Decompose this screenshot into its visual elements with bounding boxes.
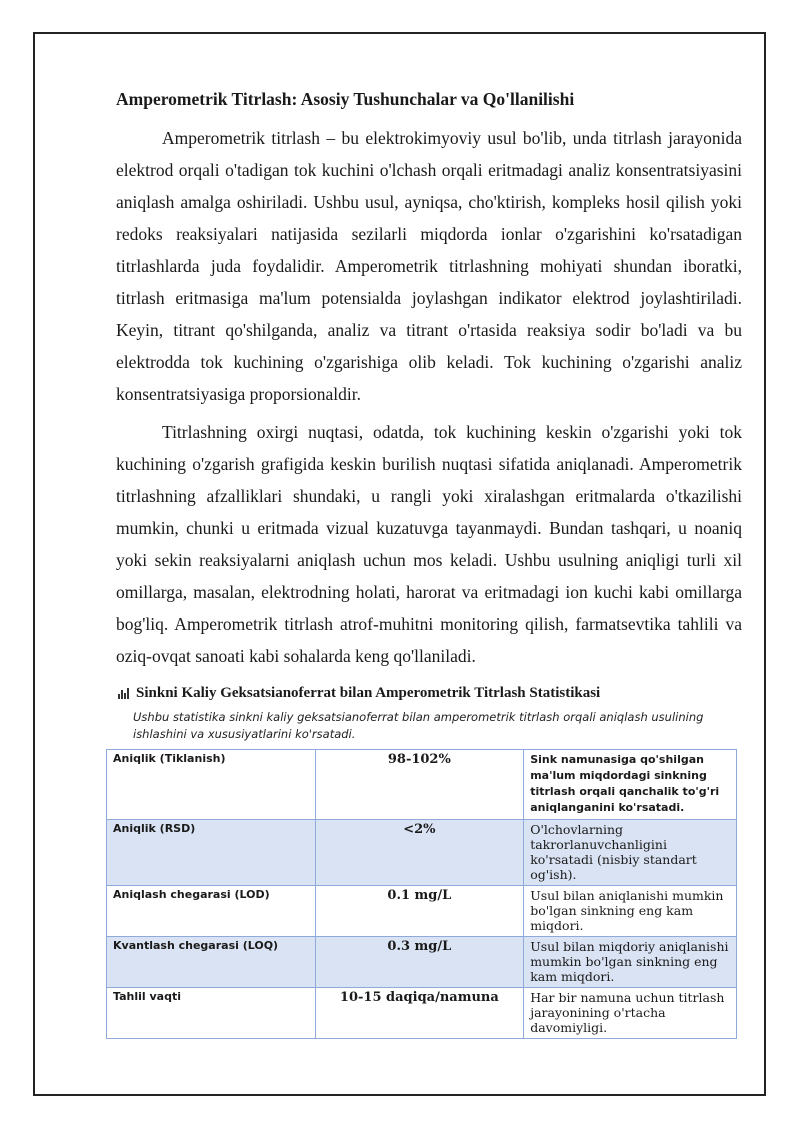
description-cell: O'lchovlarning takrorlanuvchanligini ko'rsatadi (nisbiy standart og'ish). [524, 820, 737, 886]
param-cell: Tahlil vaqti [107, 988, 316, 1039]
param-cell: Kvantlash chegarasi (LOQ) [107, 937, 316, 988]
table-row [107, 750, 737, 820]
table-row [107, 988, 737, 1039]
bar-chart-icon [118, 688, 130, 699]
document-body [113, 86, 742, 1039]
param-cell: Aniqlash chegarasi (LOD) [107, 886, 316, 937]
article-title: Amperometrik Titrlash: Asosiy Tushunchalar va Qo'llanilishi [116, 89, 575, 109]
description-cell: Usul bilan miqdoriy aniqlanishi mumkin bo'lgan sinkning eng kam miqdori. [524, 937, 737, 988]
statistics-table [106, 749, 737, 1039]
value-cell: 98-102% [315, 750, 524, 820]
value-cell: 0.3 mg/L [315, 937, 524, 988]
statistics-heading [118, 682, 742, 704]
table-row [107, 937, 737, 988]
param-cell: Aniqlik (RSD) [107, 820, 316, 886]
statistics-section [113, 682, 742, 1039]
statistics-subtitle: Ushbu statistika sinkni kaliy geksatsianoferrat bilan amperometrik titrlash orqali aniqlash usulining ishlashini va xususiyatlarini ko'rsatadi. [133, 710, 704, 741]
description-cell: Sink namunasiga qo'shilgan ma'lum miqdordagi sinkning titrlash orqali qanchalik to'g'ri aniqlanganini ko'rsatadi. [524, 750, 737, 820]
table-row [107, 820, 737, 886]
description-cell: Usul bilan aniqlanishi mumkin bo'lgan sinkning eng kam miqdori. [524, 886, 737, 937]
statistics-title: Sinkni Kaliy Geksatsianoferrat bilan Amperometrik Titrlash Statistikasi [136, 685, 601, 701]
value-cell: 0.1 mg/L [315, 886, 524, 937]
paragraph-1: Amperometrik titrlash – bu elektrokimyoviy usul bo'lib, unda titrlash jarayonida elektrod orqali o'tadigan tok kuchini o'lchash orqali eritmadagi analiz konsentratsiyasini aniqlash amalga oshiriladi. Ushbu usul, ayniqsa, cho'ktirish, kompleks hosil qilish yoki redoks reaksiyalari natijasida sezilarli miqdorda ionlar o'zgarishini ko'rsatadigan titrlashlarda juda foydalidir. Amperometrik titrlashning mohiyati shundan iboratki, titrlash eritmasiga ma'lum potensialda joylashgan indikator elektrod joylashtiriladi. Keyin, titrant qo'shilganda, analiz va titrant o'rtasida reaksiya sodir bo'ladi va bu elektrodda tok kuchining o'zgarishiga olib keladi. Tok kuchining o'zgarishi analiz konsentratsiyasiga proporsionaldir. [116, 128, 742, 404]
paragraph-2: Titrlashning oxirgi nuqtasi, odatda, tok kuchining keskin o'zgarishi yoki tok kuchining o'zgarish grafigida keskin burilish nuqtasi sifatida aniqlanadi. Amperometrik titrlashning afzalliklari shundaki, u rangli yoki xiralashgan eritmalarda o'tkazilishi mumkin, chunki u eritmada vizual kuzatuvga tayanmaydi. Bundan tashqari, u noaniq yoki sekin reaksiyalarni aniqlash uchun mos keladi. Ushbu usulning aniqligi turli xil omillarga, masalan, elektrodning holati, harorat va eritmadagi ion kuchi kabi omillarga bog'liq. Amperometrik titrlash atrof-muhitni monitoring qilish, farmatsevtika tahlili va oziq-ovqat sanoati kabi sohalarda keng qo'llaniladi. [116, 422, 742, 666]
value-cell: 10-15 daqiqa/namuna [315, 988, 524, 1039]
param-cell: Aniqlik (Tiklanish) [107, 750, 316, 820]
value-cell: <2% [315, 820, 524, 886]
table-row [107, 886, 737, 937]
description-cell: Har bir namuna uchun titrlash jarayonining o'rtacha davomiyligi. [524, 988, 737, 1039]
